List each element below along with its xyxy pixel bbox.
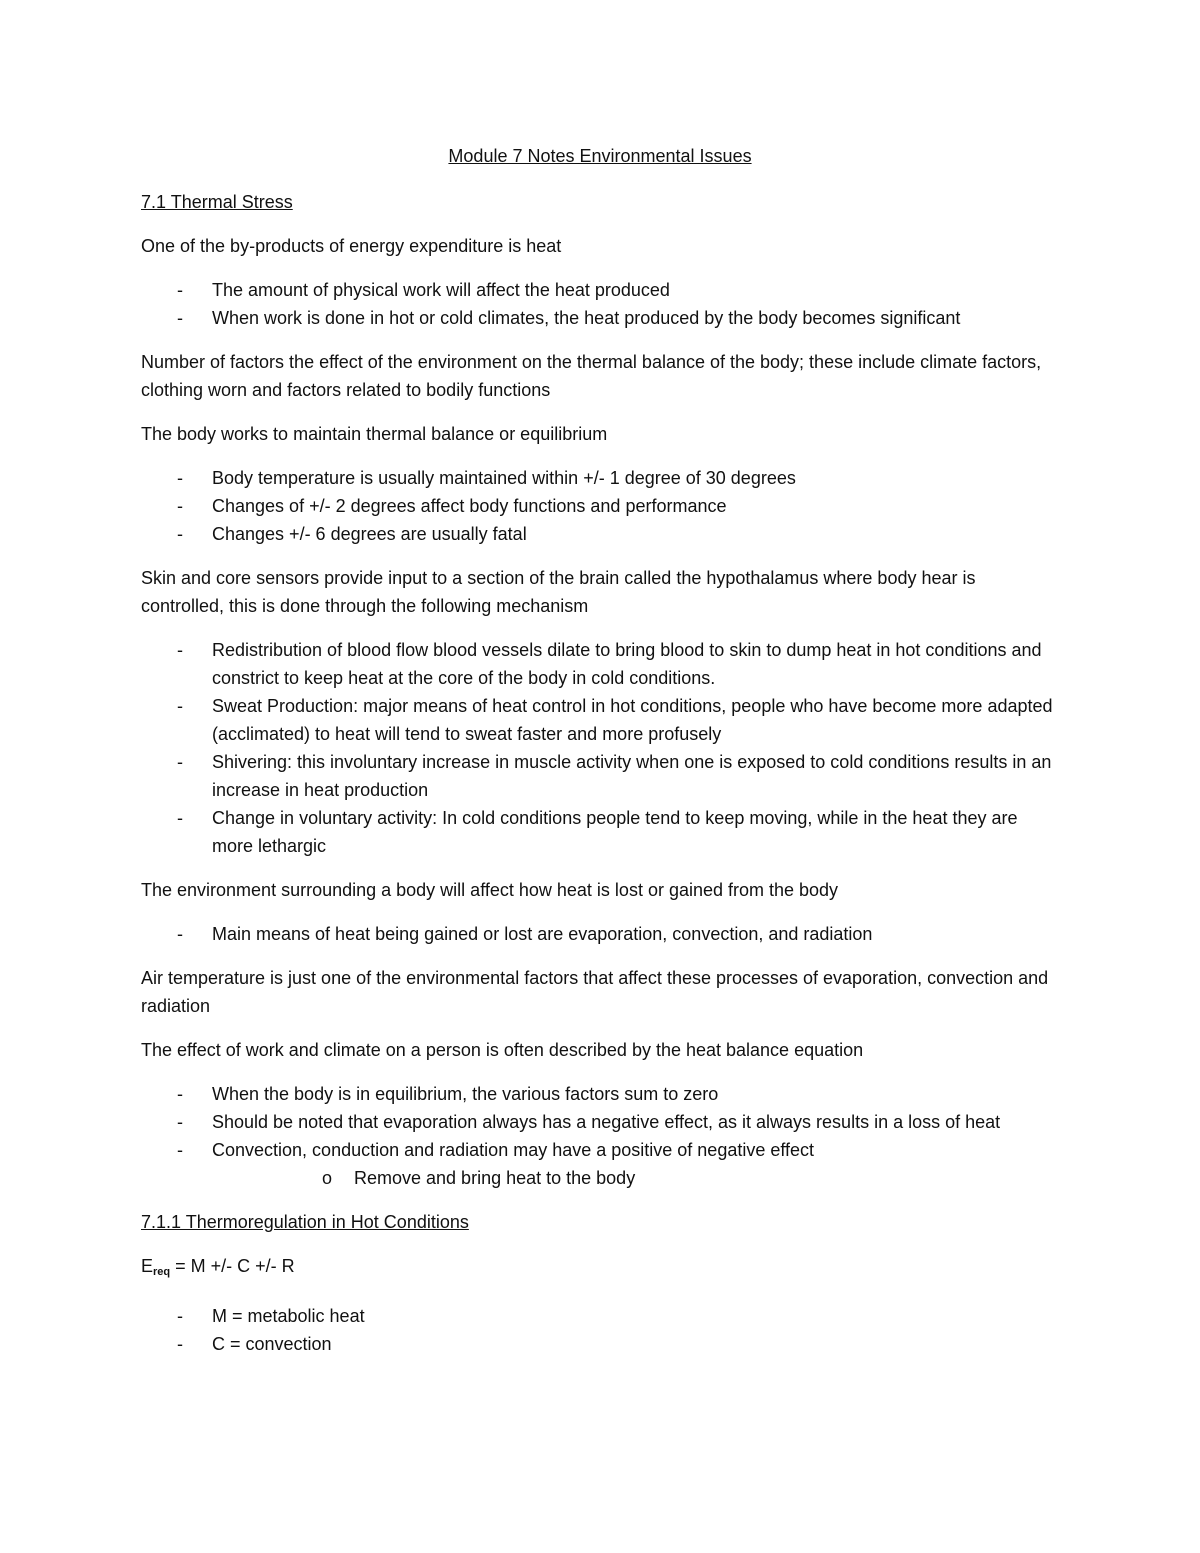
bullet-list-environment [141,920,1061,948]
paragraph-air-temperature: Air temperature is just one of the environmental factors that affect these processes of evaporation, convection and radiation [141,968,1049,1016]
list-item: - Main means of heat being gained or lost are evaporation, convection, and radiation [141,920,1061,948]
list-item: - Body temperature is usually maintained within +/- 1 degree of 30 degrees [141,464,1061,492]
list-item: - Changes of +/- 2 degrees affect body functions and performance [141,492,1061,520]
dash-marker: - [177,1334,183,1354]
dash-marker: - [177,308,183,328]
paragraph-heat-balance: The effect of work and climate on a person is often described by the heat balance equation [141,1040,864,1060]
equation-ereq [141,1252,1061,1286]
bullet-list-balance [141,464,1061,548]
section-heading-thermal-stress: 7.1 Thermal Stress [141,192,293,212]
list-item: - The amount of physical work will affect the heat produced [141,276,1061,304]
list-item: - C = convection [141,1330,1061,1358]
paragraph-balance: The body works to maintain thermal balance or equilibrium [141,424,608,444]
sub-bullet-list [212,1164,1061,1192]
list-item: - Change in voluntary activity: In cold conditions people tend to keep moving, while in the heat they are more lethargic [141,804,1061,860]
dash-marker: - [177,468,183,488]
paragraph-factors: Number of factors the effect of the environment on the thermal balance of the body; these include climate factors, clothing worn and factors related to bodily functions [141,352,1042,400]
circle-marker: o [322,1168,333,1188]
list-item: - Should be noted that evaporation always has a negative effect, as it always results in a loss of heat [141,1108,1061,1136]
dash-marker: - [177,1306,183,1326]
bullet-list-equation-terms [141,1302,1061,1358]
paragraph-environment: The environment surrounding a body will affect how heat is lost or gained from the body [141,880,839,900]
paragraph-intro: One of the by-products of energy expenditure is heat [141,236,562,256]
dash-marker: - [177,696,183,716]
dash-marker: - [177,1084,183,1104]
list-item: - Convection, conduction and radiation may have a positive of negative effect o Remove and bring heat to the body [141,1136,1061,1192]
document-body [141,188,1061,1374]
list-item: - Changes +/- 6 degrees are usually fatal [141,520,1061,548]
paragraph-sensors: Skin and core sensors provide input to a section of the brain called the hypothalamus where body hear is controlled, this is done through the following mechanism [141,568,976,616]
dash-marker: - [177,640,183,660]
dash-marker: - [177,280,183,300]
list-item: - M = metabolic heat [141,1302,1061,1330]
page-title: Module 7 Notes Environmental Issues [448,146,752,166]
list-item: - Shivering: this involuntary increase in muscle activity when one is exposed to cold conditions results in an increase in heat production [141,748,1061,804]
sub-list-item: o Remove and bring heat to the body [212,1164,1061,1192]
dash-marker: - [177,808,183,828]
bullet-list-intro [141,276,1061,332]
dash-marker: - [177,1140,183,1160]
list-item: - Redistribution of blood flow blood vessels dilate to bring blood to skin to dump heat in hot conditions and constrict to keep heat at the core of the body in cold conditions. [141,636,1061,692]
bullet-list-mechanism [141,636,1061,860]
list-item: - When work is done in hot or cold climates, the heat produced by the body becomes significant [141,304,1061,332]
equation-rhs: = M +/- C +/- R [170,1256,295,1276]
list-item: - Sweat Production: major means of heat control in hot conditions, people who have become more adapted (acclimated) to heat will tend to sweat faster and more profusely [141,692,1061,748]
equation-subscript: req [153,1266,171,1278]
dash-marker: - [177,524,183,544]
equation-symbol: E [141,1256,154,1276]
dash-marker: - [177,496,183,516]
dash-marker: - [177,752,183,772]
list-item: - When the body is in equilibrium, the various factors sum to zero [141,1080,1061,1108]
dash-marker: - [177,1112,183,1132]
bullet-list-heat-balance [141,1080,1061,1192]
dash-marker: - [177,924,183,944]
section-heading-thermoregulation: 7.1.1 Thermoregulation in Hot Conditions [141,1212,469,1232]
